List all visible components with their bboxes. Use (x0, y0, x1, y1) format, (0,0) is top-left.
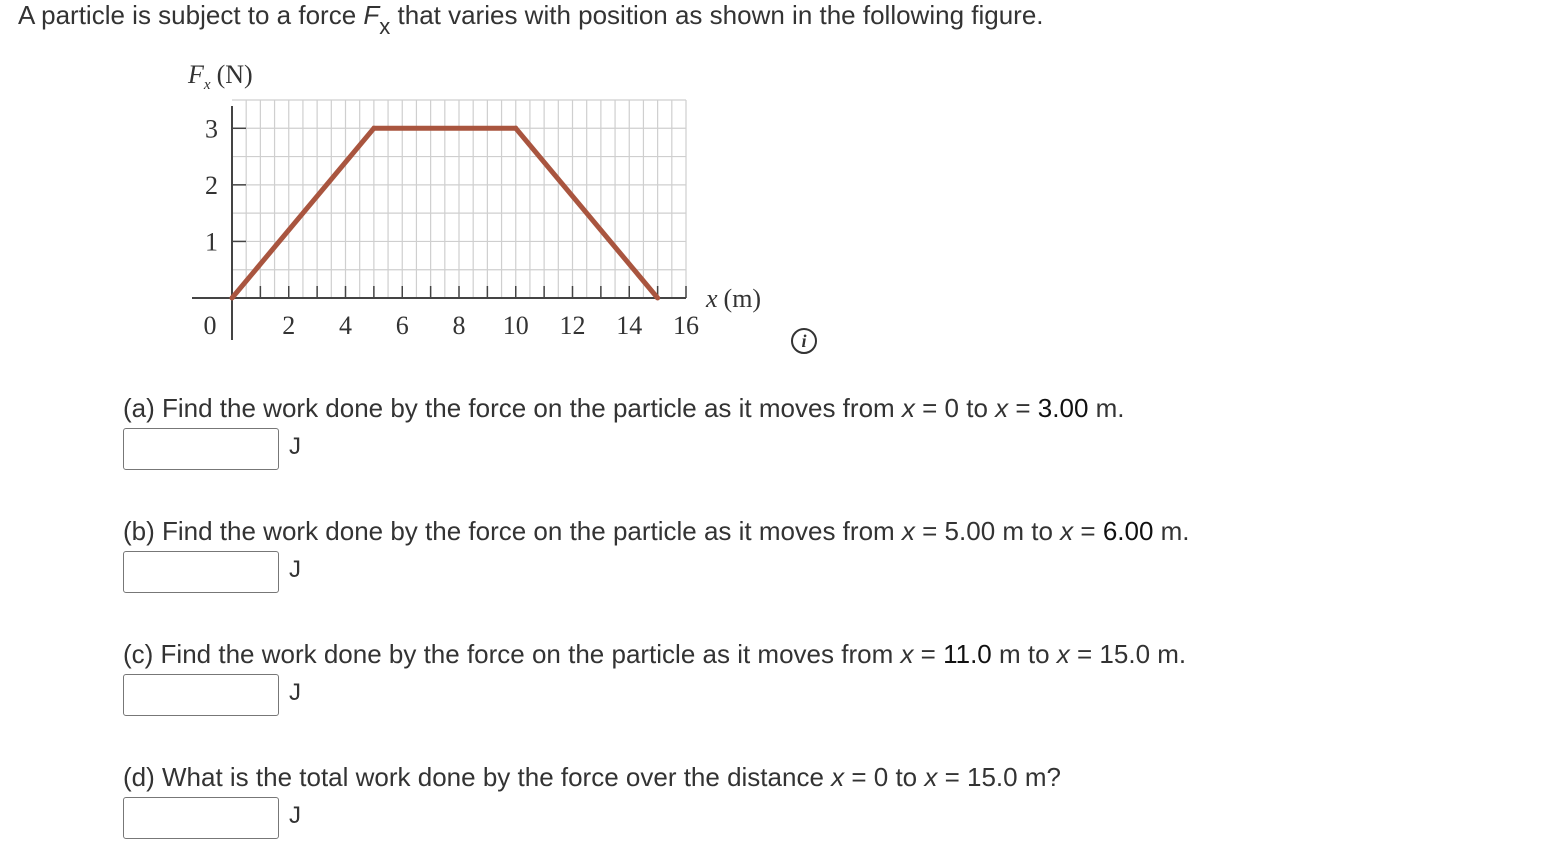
force-curve-vertex (371, 126, 376, 131)
intro-text-end: that varies with position as shown in the following figure. (390, 0, 1044, 30)
x-tick-label: 10 (502, 311, 529, 340)
force-subscript: x (379, 14, 391, 39)
y-tick-label: 3 (205, 114, 218, 144)
question-b-text: (b) Find the work done by the force on the particle as it moves from x = 5.00 m to x = 6.00 m. (123, 516, 1190, 546)
x-tick-label: 16 (673, 311, 699, 340)
x-tick-label: 2 (282, 311, 296, 340)
force-curve-vertex (655, 296, 660, 301)
question-d-text: (d) What is the total work done by the force over the distance x = 0 to x = 15.0 m? (123, 762, 1061, 792)
x-tick-label: 8 (452, 311, 466, 340)
force-position-graph (170, 50, 790, 350)
question-a-text: (a) Find the work done by the force on the particle as it moves from x = 0 to x = 3.00 m. (123, 393, 1125, 423)
problem-statement (18, 0, 1044, 39)
answer-b-unit: J (289, 556, 301, 583)
y-tick-label: 2 (205, 170, 218, 200)
force-curve-vertex (513, 126, 518, 131)
graph-axes (192, 106, 686, 340)
answer-a-unit: J (289, 433, 301, 460)
answer-b-input[interactable] (123, 551, 279, 593)
graph-ticks (204, 114, 700, 340)
x-tick-label: 0 (203, 311, 217, 340)
answer-d-input[interactable] (123, 797, 279, 839)
x-tick-label: 4 (339, 311, 352, 340)
force-curve-vertex (230, 296, 235, 301)
question-c (123, 639, 1186, 716)
question-b (123, 516, 1190, 593)
answer-c-input[interactable] (123, 674, 279, 716)
y-tick-label: 1 (205, 227, 218, 257)
x-tick-label: 12 (559, 311, 586, 340)
x-tick-label: 6 (395, 311, 409, 340)
intro-text: A particle is subject to a force (18, 0, 364, 30)
answer-a-input[interactable] (123, 428, 279, 470)
force-symbol: F (363, 0, 380, 30)
info-icon[interactable]: i (791, 328, 817, 354)
answer-c-unit: J (289, 679, 301, 706)
x-axis-label: x (m) (706, 284, 762, 313)
question-a (123, 393, 1125, 470)
question-d (123, 762, 1061, 839)
y-axis-label: $F_x$ (N) (188, 60, 253, 93)
answer-d-unit: J (289, 802, 301, 829)
question-c-text: (c) Find the work done by the force on the particle as it moves from x = 11.0 m to x = 15.0 m. (123, 639, 1187, 669)
x-tick-label: 14 (616, 311, 643, 340)
